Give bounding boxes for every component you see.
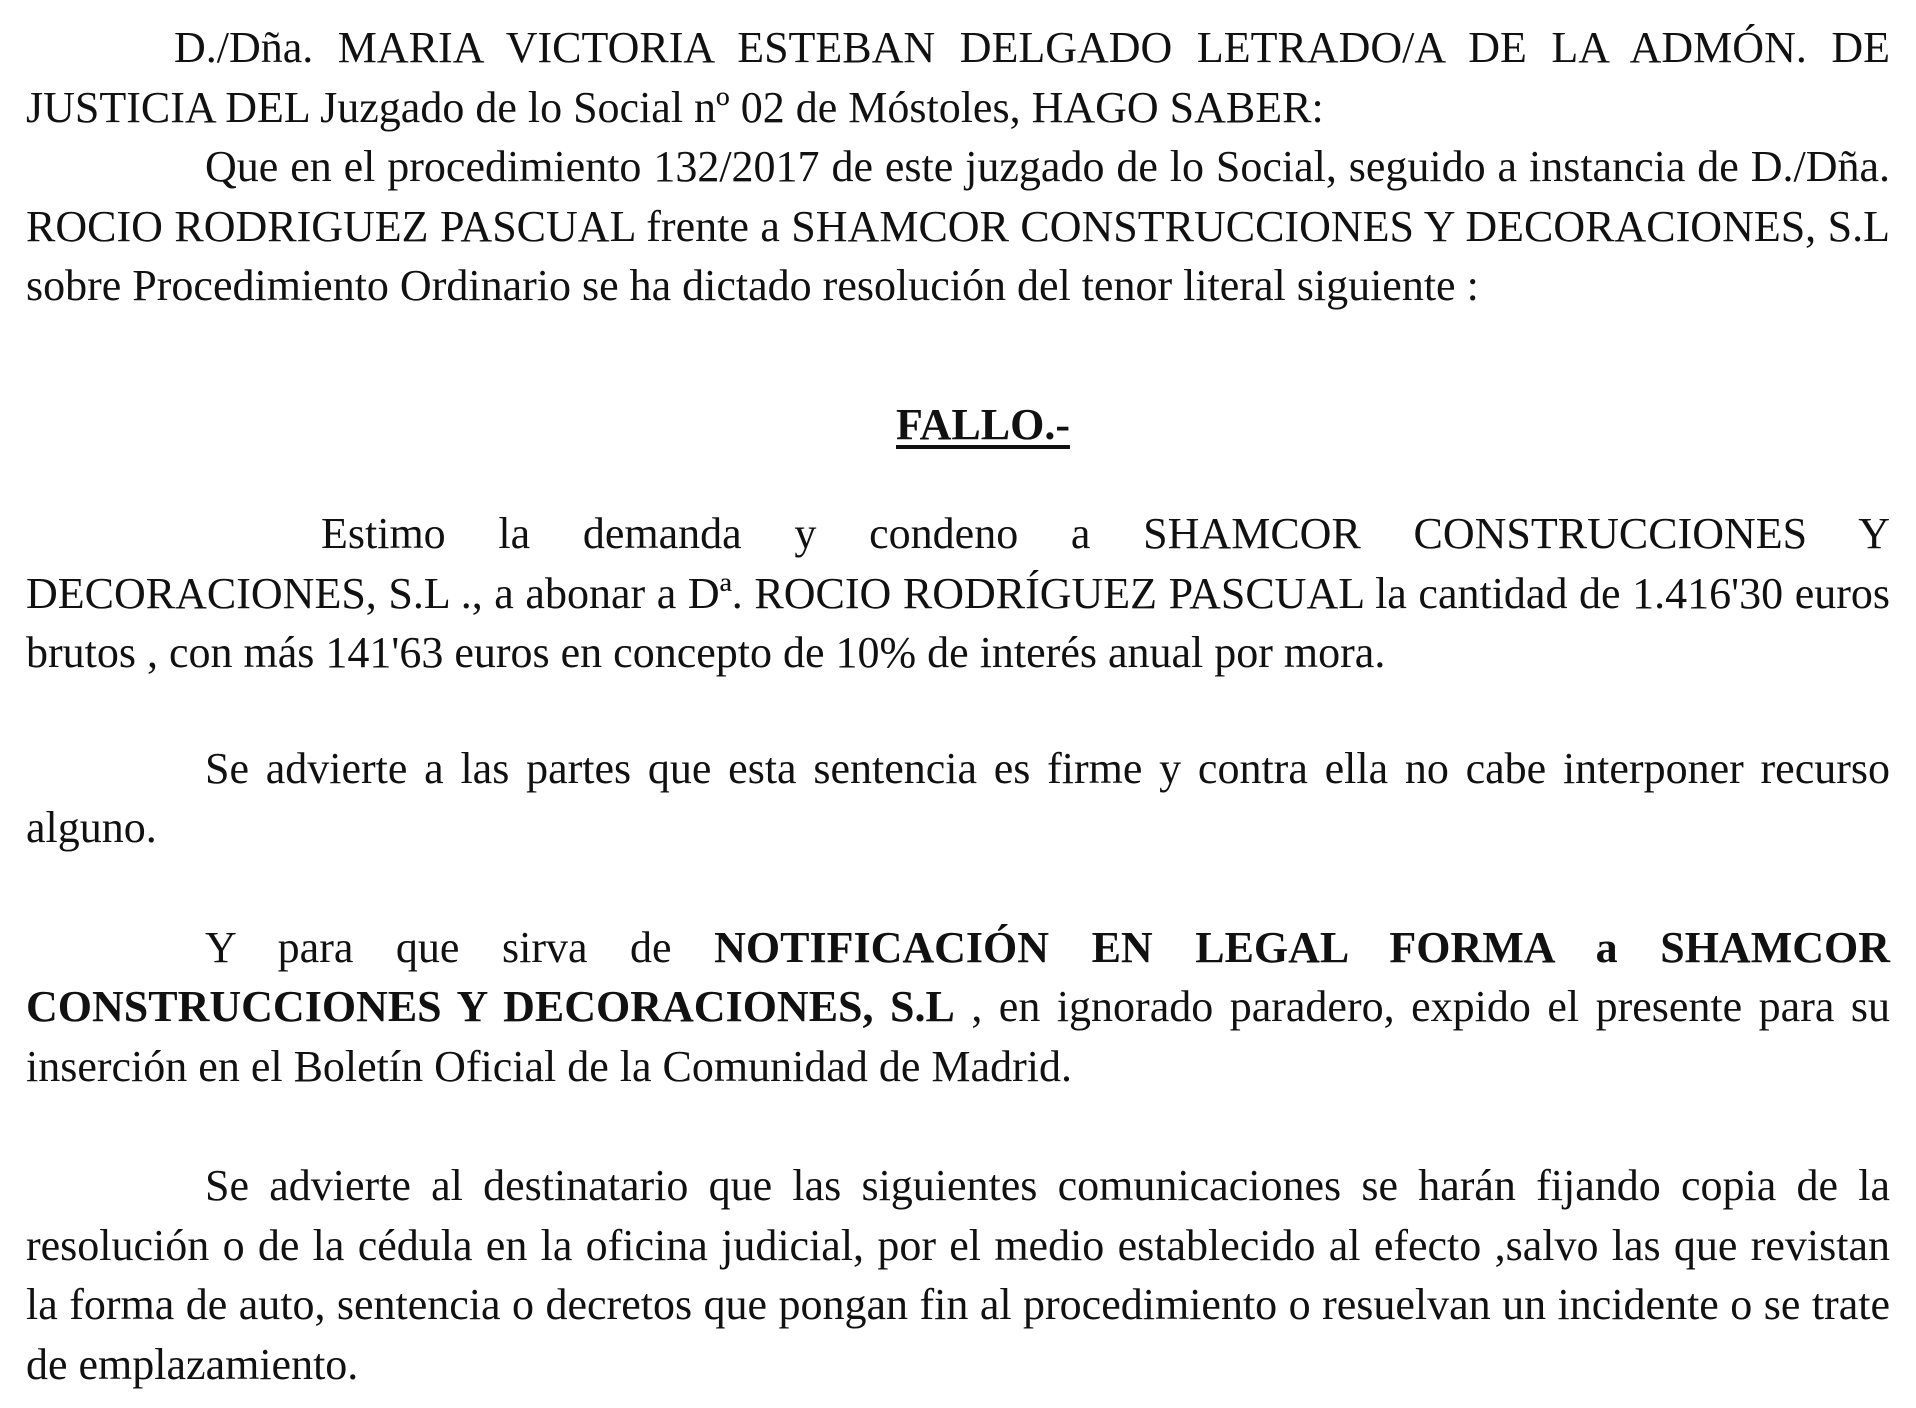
notification-paragraph <box>26 918 1890 1097</box>
finality-paragraph: Se advierte a las partes que esta sentencia es firme y contra ella no cabe interponer recurso alguno. <box>26 743 1890 852</box>
notification-lead-text: Y para que sirva de <box>205 922 715 972</box>
procedure-paragraph: Que en el procedimiento 132/2017 de este juzgado de lo Social, seguido a instancia de D./Dña. ROCIO RODRIGUEZ PASCUAL frente a SHAMCOR CONSTRUCCIONES Y DECORACIONES, S.L sobre Procedimiento Ordinario se ha dictado resolución del tenor literal siguiente : <box>26 142 1890 310</box>
notification-tail-text: , en ignorado paradero, expido el presente para su inserción en el Boletín Oficial de la Comunidad de Madrid. <box>26 982 1890 1091</box>
fallo-heading: FALLO.- <box>896 399 1070 449</box>
header-paragraph: D./Dña. MARIA VICTORIA ESTEBAN DELGADO LETRADO/A DE LA ADMÓN. DE JUSTICIA DEL Juzgado de lo Social nº 02 de Móstoles, HAGO SABER: <box>26 23 1890 132</box>
ruling-paragraph: Estimo la demanda y condeno a SHAMCOR CONSTRUCCIONES Y DECORACIONES, S.L ., a abonar a Dª. ROCIO RODRÍGUEZ PASCUAL la cantidad de 1.416'30 euros brutos , con más 141'63 euros en concepto de 10% de interés anual por mora. <box>26 509 1890 677</box>
notification-bold-text: NOTIFICACIÓN EN LEGAL FORMA a SHAMCOR CONSTRUCCIONES Y DECORACIONES, S.L <box>26 922 1890 1031</box>
document-page <box>26 18 1890 1394</box>
warning-paragraph: Se advierte al destinatario que las siguientes comunicaciones se harán fijando copia de la resolución o de la cédula en la oficina judicial, por el medio establecido al efecto ,salvo las que revistan la forma de auto, sentencia o decretos que pongan fin al procedimiento o resuelvan un incidente o se trate de emplazamiento. <box>26 1161 1890 1389</box>
